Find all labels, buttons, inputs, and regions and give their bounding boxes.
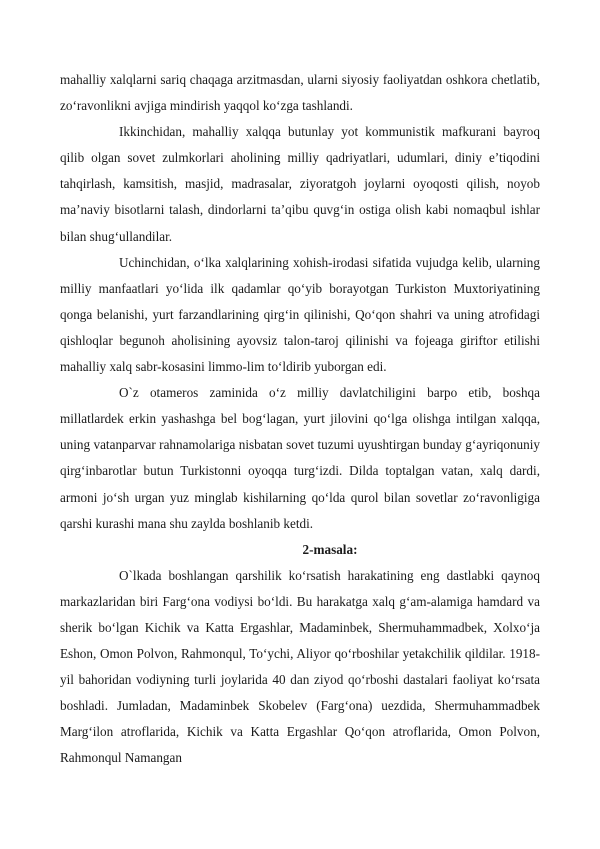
paragraph-5: O`lkada boshlangan qarshilik ko‘rsatish harakatining eng dastlabki qaynoq markazlaridan biri Farg‘ona vodiysi bo‘ldi. Bu harakatga xalq g‘am-alamiga hamdard va sherik bo‘lgan Kichik va Katta Ergashlar, Madaminbek, Shermuhammadbek, Xolxo‘ja Eshon, Omon Polvon, Rahmonqul, To‘ychi, Aliyor qo‘rboshilar yetakchilik qildilar. 1918-yil bahoridan vodiyning turli joylarida 40 dan ziyod qo‘rboshi dastalari faoliyat ko‘rsata boshladi. Jumladan, Madaminbek Skobelev (Farg‘ona) uezdida, Shermuhammadbek Marg‘ilon atroflarida, Kichik va Katta Ergashlar Qo‘qon atroflarida, Omon Polvon, Rahmonqul Namangan <box>60 567 540 766</box>
paragraph-1: mahalliy xalqlarni sariq chaqaga arzitmasdan, ularni siyosiy faoliyatdan oshkora chetlatib, zo‘ravonlikni avjiga mindirish yaqqol ko‘zga tashlandi. <box>60 72 540 114</box>
paragraph-2: Ikkinchidan, mahalliy xalqqa butunlay yot kommunistik mafkurani bayroq qilib olgan sovet zulmkorlari aholining milliy qadriyatlari, udumlari, diniy e’tiqodini tahqirlash, kamsitish, masjid, madrasalar, ziyoratgoh joylarni oyoqosti qilish, noyob ma’naviy bisotlarni talash, dindorlarni ta’qibu quvg‘in ostiga olish kabi nomaqbul ishlar bilan shug‘ullandilar. <box>60 124 540 244</box>
paragraph-3: Uchinchidan, o‘lka xalqlarining xohish-irodasi sifatida vujudga kelib, ularning milliy manfaatlari yo‘lida ilk qadamlar qo‘yib borayotgan Turkiston Muxtoriyatining qonga belanishi, yurt farzandlarining qirg‘in qilinishi, Qo‘qon shahri va uning atrofidagi qishloqlar begunoh aholisining ayovsiz talon-taroj qilinishi va fojeaga giriftor etilishi mahalliy xalq sabr-kosasini limmo-lim to‘ldirib yuborgan edi. <box>60 254 540 375</box>
paragraph-4: O`z otameros zaminida o‘z milliy davlatchiligini barpo etib, boshqa millatlardek erkin yashashga bel bog‘lagan, yurt jilovini qo‘lga olishga intilgan xalqqa, uning vatanparvar rahnamolariga nisbatan sovet tuzumi uyushtirgan bunday g‘ayriqonuniy qirg‘inbarotlar butun Turkistonni oyoqqa turg‘izdi. Dilda toptalgan vatan, xalq dardi, armoni jo‘sh urgan yuz minglab kishilarning qo‘lda qurol bilan sovetlar zo‘ravonligiga qarshi kurashi mana shu zaylda boshlanib ketdi. <box>60 385 540 531</box>
section-heading: 2-masala: <box>302 541 358 557</box>
